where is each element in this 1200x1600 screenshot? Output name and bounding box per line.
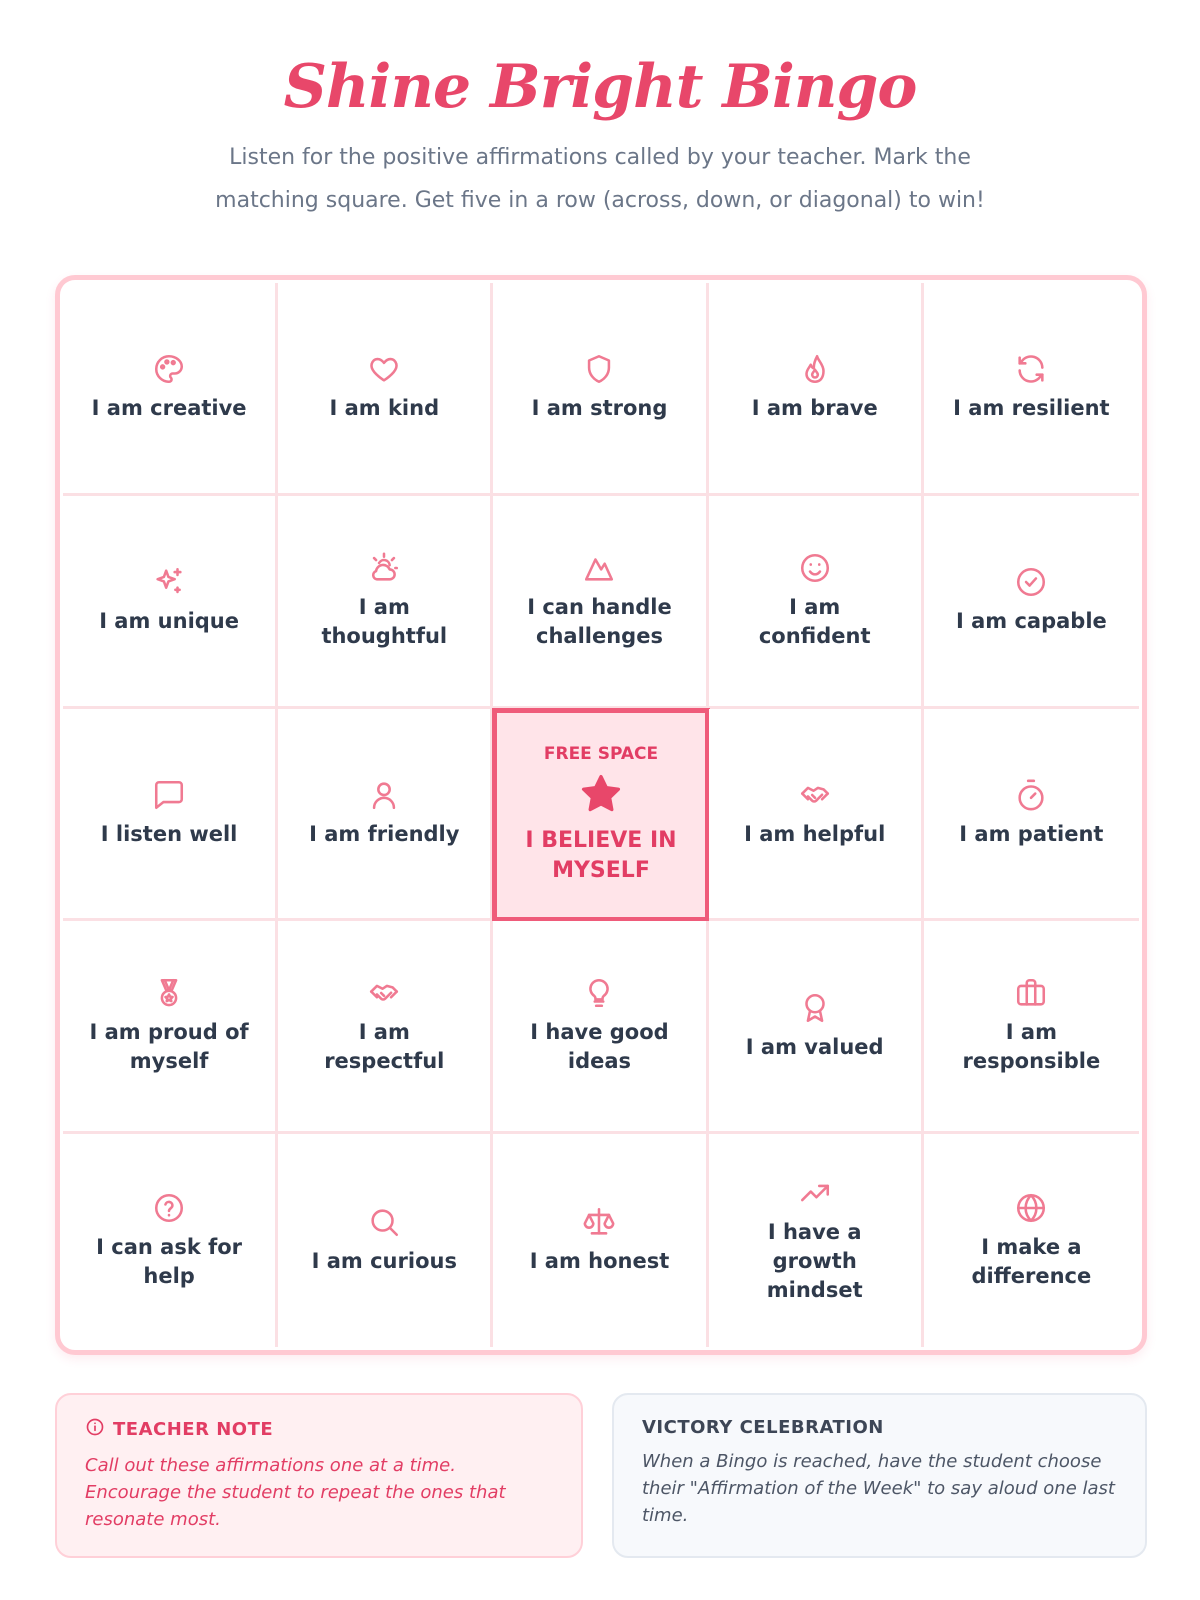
- teacher-note-body: Call out these affirmations one at a time. Encourage the student to repeat the ones that resonate most.: [85, 1455, 506, 1530]
- victory-heading: VICTORY CELEBRATION: [642, 1417, 884, 1438]
- bingo-cell[interactable]: [493, 283, 708, 496]
- handshake-icon: [798, 778, 832, 812]
- teacher-note-heading-row: [85, 1417, 553, 1442]
- victory-celebration-card: [612, 1393, 1147, 1558]
- bingo-cell[interactable]: [63, 496, 278, 709]
- cell-label: I am creative: [91, 396, 247, 421]
- user-icon: [367, 778, 401, 812]
- award-icon: [798, 991, 832, 1025]
- medal-icon: [152, 976, 186, 1010]
- cell-label: I am valued: [745, 1034, 884, 1059]
- bingo-cell[interactable]: [278, 283, 493, 496]
- smile-icon: [798, 551, 832, 585]
- cell-label: I listen well: [100, 821, 238, 846]
- cell-label: I am patient: [959, 821, 1104, 846]
- bingo-cell[interactable]: [493, 921, 708, 1134]
- cell-label: I am thoughtful: [321, 594, 448, 648]
- trending-up-icon: [798, 1176, 832, 1210]
- cell-label: I have a growth mindset: [766, 1220, 863, 1303]
- cell-label: I am responsible: [962, 1020, 1101, 1074]
- cell-label: I am strong: [531, 396, 668, 421]
- bingo-grid: [63, 283, 1139, 1347]
- victory-body: When a Bingo is reached, have the student choose their "Affirmation of the Week" to say aloud one last time.: [642, 1451, 1115, 1526]
- cell-label: I am kind: [329, 396, 440, 421]
- flame-icon: [798, 352, 832, 386]
- check-circle-icon: [1014, 565, 1048, 599]
- bingo-cell[interactable]: [709, 1134, 924, 1347]
- bingo-cell[interactable]: [278, 921, 493, 1134]
- help-circle-icon: [152, 1191, 186, 1225]
- cell-label: I BELIEVE IN MYSELF: [525, 827, 677, 883]
- teacher-note-heading: TEACHER NOTE: [113, 1419, 274, 1440]
- bingo-cell[interactable]: [924, 921, 1139, 1134]
- cell-label: I can handle challenges: [527, 594, 672, 648]
- refresh-icon: [1014, 352, 1048, 386]
- teacher-note-card: [55, 1393, 583, 1558]
- search-icon: [367, 1205, 401, 1239]
- victory-heading-row: [642, 1417, 1117, 1438]
- cell-label: I am resilient: [953, 396, 1110, 421]
- cell-label: I have good ideas: [530, 1020, 669, 1074]
- bingo-cell[interactable]: [709, 283, 924, 496]
- bingo-cell[interactable]: [924, 496, 1139, 709]
- cell-label: I am respectful: [324, 1020, 445, 1074]
- info-icon: [85, 1417, 105, 1442]
- cell-label: I am confident: [758, 594, 871, 648]
- free-space-tag: FREE SPACE: [543, 743, 659, 764]
- cell-label: I can ask for help: [96, 1234, 243, 1288]
- cell-label: I make a difference: [971, 1234, 1092, 1288]
- cloud-sun-icon: [367, 551, 401, 585]
- bingo-cell[interactable]: [924, 1134, 1139, 1347]
- bingo-cell[interactable]: [924, 709, 1139, 922]
- bingo-cell[interactable]: [278, 709, 493, 922]
- bingo-cell[interactable]: [493, 496, 708, 709]
- bingo-cell[interactable]: [709, 921, 924, 1134]
- cell-label: I am brave: [751, 396, 878, 421]
- bingo-cell[interactable]: [63, 709, 278, 922]
- bingo-cell[interactable]: [709, 709, 924, 922]
- shield-icon: [582, 352, 616, 386]
- bingo-cell[interactable]: [278, 1134, 493, 1347]
- sparkles-icon: [152, 565, 186, 599]
- handshake-icon: [367, 976, 401, 1010]
- cell-label: I am curious: [311, 1249, 457, 1274]
- palette-icon: [152, 352, 186, 386]
- scale-icon: [582, 1205, 616, 1239]
- bingo-board: [55, 275, 1147, 1355]
- instructions: Listen for the positive affirmations called by your teacher. Mark the matching square. Get five in a row (across, down, or diagonal) to win!: [215, 145, 985, 213]
- heart-icon: [367, 352, 401, 386]
- message-square-icon: [152, 778, 186, 812]
- timer-icon: [1014, 778, 1048, 812]
- bingo-cell[interactable]: [924, 283, 1139, 496]
- page-title: Shine Bright Bingo: [283, 52, 917, 122]
- lightbulb-icon: [582, 976, 616, 1010]
- star-icon: [579, 772, 623, 816]
- bingo-cell[interactable]: [278, 496, 493, 709]
- cell-label: I am proud of myself: [89, 1020, 249, 1074]
- cell-label: I am helpful: [744, 821, 886, 846]
- cell-label: I am honest: [529, 1249, 670, 1274]
- bingo-cell[interactable]: [709, 496, 924, 709]
- bingo-cell[interactable]: [63, 921, 278, 1134]
- globe-icon: [1014, 1191, 1048, 1225]
- bingo-cell[interactable]: [63, 283, 278, 496]
- cell-label: I am friendly: [309, 821, 460, 846]
- briefcase-icon: [1014, 976, 1048, 1010]
- mountain-icon: [582, 551, 616, 585]
- free-space-cell[interactable]: [492, 708, 709, 923]
- bingo-cell[interactable]: [493, 1134, 708, 1347]
- cell-label: I am capable: [955, 609, 1107, 634]
- cell-label: I am unique: [99, 609, 239, 634]
- bingo-cell[interactable]: [63, 1134, 278, 1347]
